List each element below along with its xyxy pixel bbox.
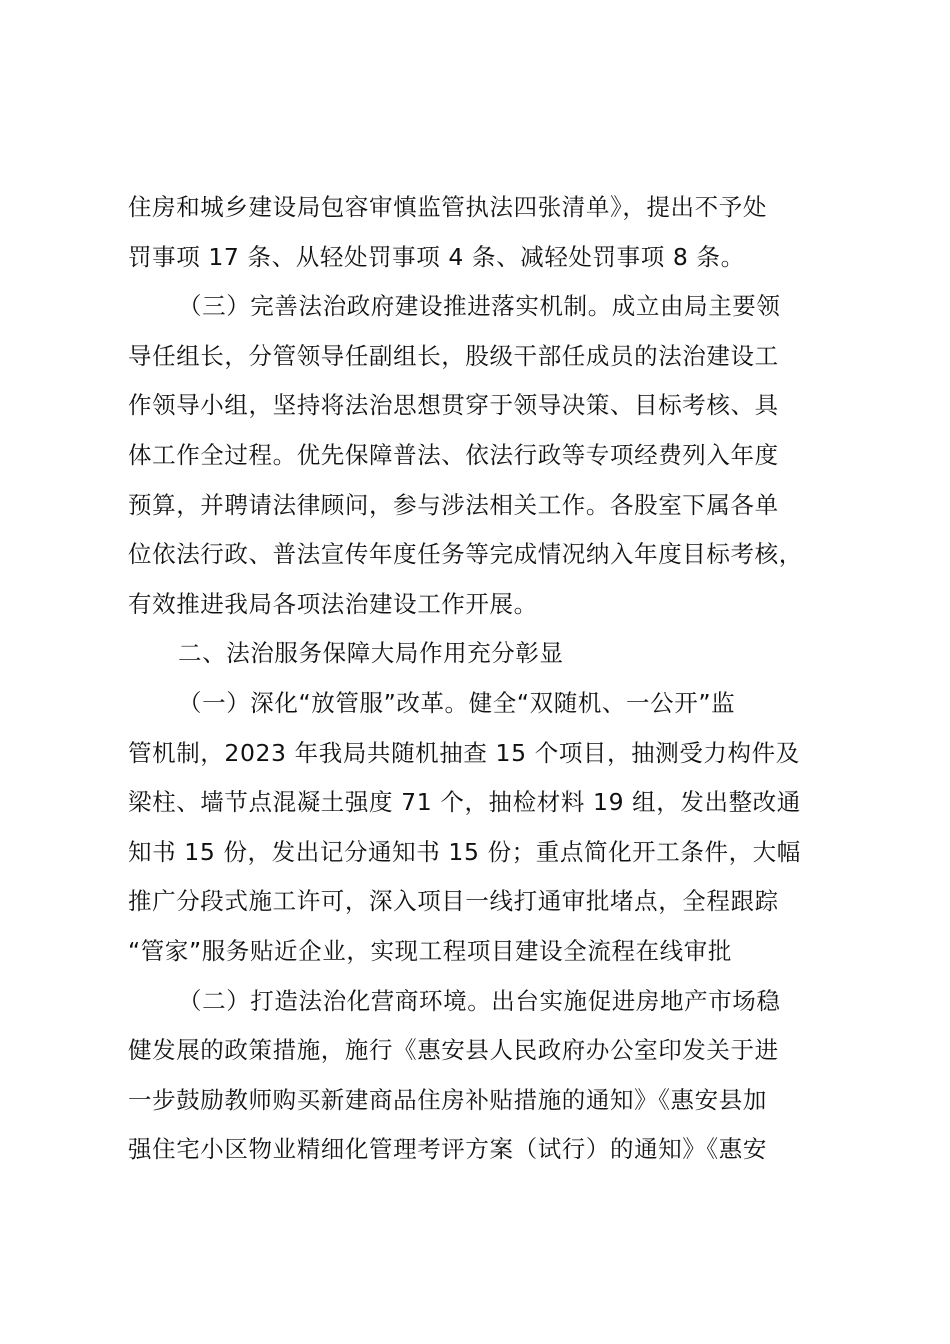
text-line: 健发展的政策措施，施行《惠安县人民政府办公室印发关于进 [128, 1036, 779, 1065]
text-line: （二）打造法治化营商环境。出台实施促进房地产市场稳 [178, 986, 781, 1015]
text-line: 一步鼓励教师购买新建商品住房补贴措施的通知》《惠安县加 [128, 1085, 767, 1114]
text-line: “管家”服务贴近企业，实现工程项目建设全流程在线审批 [128, 936, 732, 965]
text-line: 导任组长，分管领导任副组长，股级干部任成员的法治建设工 [128, 341, 779, 370]
body-text [128, 183, 840, 1175]
text-line: 罚事项 17 条、从轻处罚事项 4 条、减轻处罚事项 8 条。 [128, 242, 745, 271]
text-line: （一）深化“放管服”改革。健全“双随机、一公开”监 [178, 688, 736, 717]
text-line: 强住宅小区物业精细化管理考评方案（试行）的通知》《惠安 [128, 1135, 767, 1164]
text-line: 推广分段式施工许可，深入项目一线打通审批堵点，全程跟踪 [128, 887, 779, 916]
text-line: 体工作全过程。优先保障普法、依法行政等专项经费列入年度 [128, 440, 779, 469]
text-line: 作领导小组，坚持将法治思想贯穿于领导决策、目标考核、具 [128, 391, 779, 420]
text-line: （三）完善法治政府建设推进落实机制。成立由局主要领 [178, 292, 781, 321]
text-line: 住房和城乡建设局包容审慎监管执法四张清单》，提出不予处 [128, 193, 767, 221]
text-line: 预算，并聘请法律顾问，参与涉法相关工作。各股室下属各单 [128, 490, 779, 519]
text-line: 梁柱、墙节点混凝土强度 71 个，抽检材料 19 组，发出整改通 [128, 788, 801, 817]
text-line: 有效推进我局各项法治建设工作开展。 [128, 589, 538, 618]
text-line: 二、法治服务保障大局作用充分彰显 [178, 639, 564, 668]
text-line: 位依法行政、普法宣传年度任务等完成情况纳入年度目标考核， [128, 540, 803, 569]
text-line: 管机制，2023 年我局共随机抽查 15 个项目，抽测受力构件及 [128, 738, 800, 767]
text-line: 知书 15 份，发出记分通知书 15 份；重点简化开工条件，大幅 [128, 837, 801, 866]
